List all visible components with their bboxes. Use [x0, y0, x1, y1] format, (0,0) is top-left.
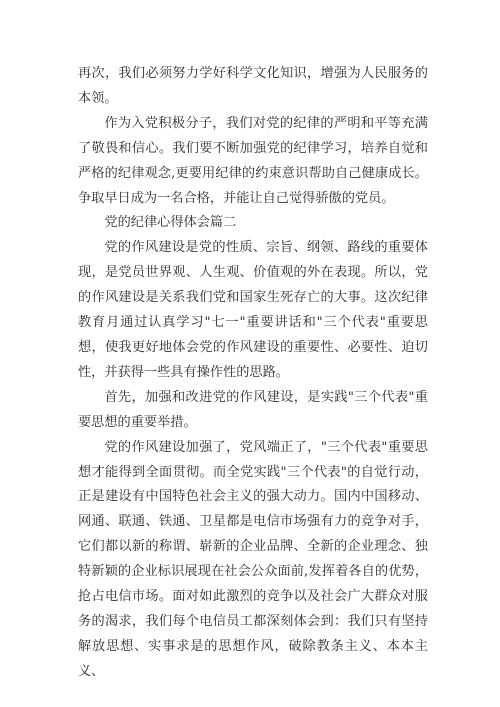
paragraph-2: 作为入党积极分子，我们对党的纪律的严明和平等充满了敬畏和信心。我们要不断加强党的纪律学习，培养自觉和严格的纪律观念,更要用纪律的约束意识帮助自己健康成长。争取早日成为一名合格，并能让自己觉得骄傲的党员。 [78, 115, 428, 206]
paragraph-1: 再次，我们必须努力学好科学文化知识，增强为人民服务的本领。 [78, 66, 428, 106]
section-heading: 党的纪律心得体会篇二 [104, 215, 237, 231]
paragraph-5: 党的作风建设加强了，党风端正了，"三个代表"重要思想才能得到全面贯彻。而全党实践"三个代表"的自觉行动，正是建设有中国特色社会主义的强大动力。国内中国移动、网通、联通、铁通、卫星都是电信市场强有力的竞争对手，它们都以新的称谓、崭新的企业品牌、全新的企业理念、独特新颖的企业标识展现在社会公众面前,发挥着各自的优势，抢占电信市场。面对如此激烈的竞争以及社会广大群众对服务的渴求，我们每个电信员工都深刻体会到：我们只有坚持解放思想、实事求是的思想作风，破除教条主义、本本主义、 [78, 439, 428, 679]
paragraph-3: 党的作风建设是党的性质、宗旨、纲领、路线的重要体现，是党员世界观、人生观、价值观的外在表现。所以，党的作风建设是关系我们党和国家生死存亡的大事。这次纪律教育月通过认真学习"七一"重要讲话和"三个代表"重要思想，使我更好地体会党的作风建设的重要性、必要性、迫切性，并获得一些具有操作性的思路。 [78, 240, 428, 380]
document-body [78, 62, 428, 685]
paragraph-4: 首先，加强和改进党的作风建设，是实践"三个代表"重要思想的重要举措。 [78, 389, 428, 430]
